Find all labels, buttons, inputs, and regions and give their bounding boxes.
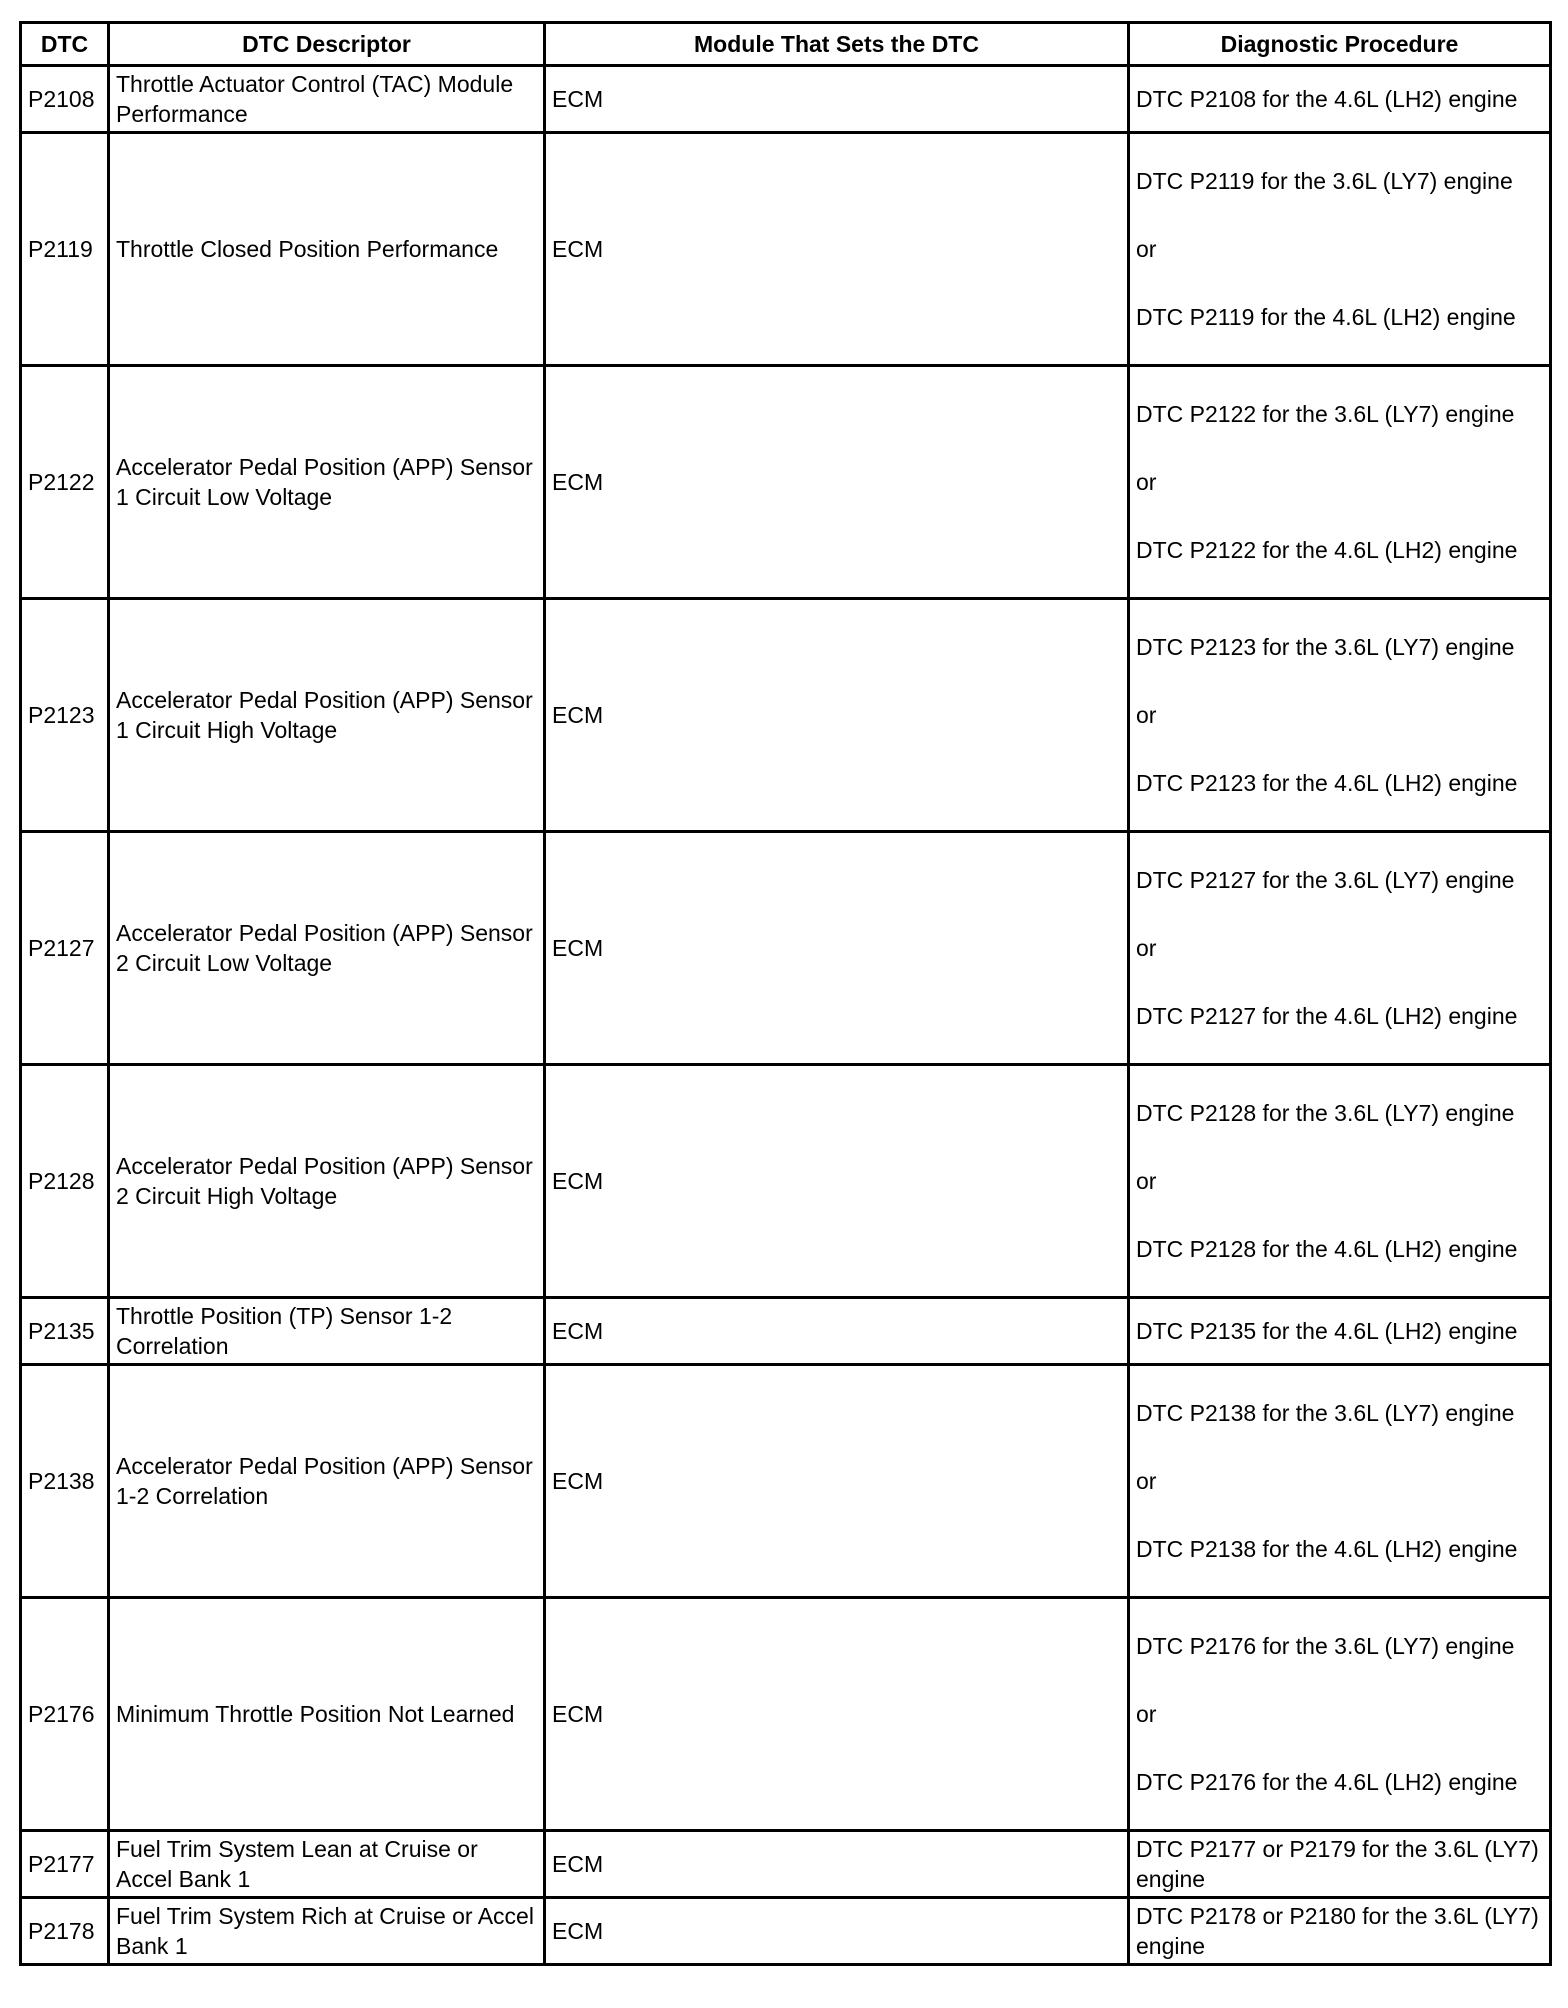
module-cell: ECM <box>545 1298 1129 1365</box>
table-row <box>21 366 1551 599</box>
procedure-cell <box>1129 1831 1551 1898</box>
procedure-primary: DTC P2128 for the 3.6L (LY7) engine <box>1136 1100 1515 1126</box>
procedure-primary: DTC P2176 for the 3.6L (LY7) engine <box>1136 1633 1515 1659</box>
dtc-code-cell: P2128 <box>21 1065 109 1298</box>
module-cell: ECM <box>545 66 1129 133</box>
module-cell: ECM <box>545 832 1129 1065</box>
module-cell: ECM <box>545 599 1129 832</box>
procedure-cell <box>1129 366 1551 599</box>
dtc-code-cell: P2178 <box>21 1898 109 1965</box>
table-row <box>21 832 1551 1065</box>
descriptor-cell: Fuel Trim System Rich at Cruise or Accel Bank 1 <box>109 1898 545 1965</box>
module-cell: ECM <box>545 1598 1129 1831</box>
header-row <box>21 23 1551 66</box>
dtc-code-cell: P2176 <box>21 1598 109 1831</box>
descriptor-cell: Accelerator Pedal Position (APP) Sensor 2 Circuit High Voltage <box>109 1065 545 1298</box>
dtc-code-cell: P2135 <box>21 1298 109 1365</box>
procedure-cell <box>1129 1898 1551 1965</box>
descriptor-cell: Accelerator Pedal Position (APP) Sensor 2 Circuit Low Voltage <box>109 832 545 1065</box>
procedure-cell <box>1129 832 1551 1065</box>
procedure-cell <box>1129 1065 1551 1298</box>
procedure-secondary: DTC P2127 for the 4.6L (LH2) engine <box>1136 1003 1518 1029</box>
module-cell: ECM <box>545 133 1129 366</box>
dtc-code-cell: P2177 <box>21 1831 109 1898</box>
procedure-cell <box>1129 1598 1551 1831</box>
table-row <box>21 1831 1551 1898</box>
procedure-cell <box>1129 599 1551 832</box>
module-cell: ECM <box>545 366 1129 599</box>
procedure-secondary: DTC P2138 for the 4.6L (LH2) engine <box>1136 1536 1518 1562</box>
procedure-or: or <box>1136 1468 1157 1494</box>
table-row <box>21 1298 1551 1365</box>
procedure-or: or <box>1136 935 1157 961</box>
procedure-primary: DTC P2123 for the 3.6L (LY7) engine <box>1136 634 1515 660</box>
header-descriptor: DTC Descriptor <box>109 23 545 66</box>
procedure-cell <box>1129 66 1551 133</box>
procedure-cell <box>1129 1298 1551 1365</box>
descriptor-cell: Minimum Throttle Position Not Learned <box>109 1598 545 1831</box>
procedure-cell <box>1129 1365 1551 1598</box>
dtc-code-cell: P2138 <box>21 1365 109 1598</box>
procedure-or: or <box>1136 702 1157 728</box>
procedure-primary: DTC P2138 for the 3.6L (LY7) engine <box>1136 1400 1515 1426</box>
descriptor-cell: Accelerator Pedal Position (APP) Sensor 1 Circuit High Voltage <box>109 599 545 832</box>
dtc-code-cell: P2127 <box>21 832 109 1065</box>
descriptor-cell: Accelerator Pedal Position (APP) Sensor 1 Circuit Low Voltage <box>109 366 545 599</box>
table-row <box>21 599 1551 832</box>
descriptor-cell: Throttle Actuator Control (TAC) Module Performance <box>109 66 545 133</box>
module-cell: ECM <box>545 1898 1129 1965</box>
dtc-code-cell: P2123 <box>21 599 109 832</box>
dtc-table <box>19 21 1552 1966</box>
module-cell: ECM <box>545 1065 1129 1298</box>
descriptor-cell: Throttle Position (TP) Sensor 1-2 Correlation <box>109 1298 545 1365</box>
dtc-code-cell: P2122 <box>21 366 109 599</box>
procedure-primary: DTC P2108 for the 4.6L (LH2) engine <box>1136 86 1518 112</box>
procedure-primary: DTC P2135 for the 4.6L (LH2) engine <box>1136 1318 1518 1344</box>
procedure-primary: DTC P2177 or P2179 for the 3.6L (LY7) engine <box>1136 1836 1539 1892</box>
procedure-secondary: DTC P2119 for the 4.6L (LH2) engine <box>1136 304 1516 330</box>
header-procedure: Diagnostic Procedure <box>1129 23 1551 66</box>
procedure-secondary: DTC P2128 for the 4.6L (LH2) engine <box>1136 1236 1518 1262</box>
dtc-code-cell: P2119 <box>21 133 109 366</box>
descriptor-cell: Fuel Trim System Lean at Cruise or Accel Bank 1 <box>109 1831 545 1898</box>
table-header <box>21 23 1551 66</box>
header-module: Module That Sets the DTC <box>545 23 1129 66</box>
procedure-cell <box>1129 133 1551 366</box>
procedure-secondary: DTC P2122 for the 4.6L (LH2) engine <box>1136 537 1518 563</box>
dtc-code-cell: P2108 <box>21 66 109 133</box>
table-row <box>21 1598 1551 1831</box>
module-cell: ECM <box>545 1831 1129 1898</box>
module-cell: ECM <box>545 1365 1129 1598</box>
header-dtc: DTC <box>21 23 109 66</box>
table-row <box>21 1065 1551 1298</box>
procedure-primary: DTC P2127 for the 3.6L (LY7) engine <box>1136 867 1515 893</box>
procedure-primary: DTC P2178 or P2180 for the 3.6L (LY7) engine <box>1136 1903 1539 1959</box>
table-row <box>21 66 1551 133</box>
table-row <box>21 1898 1551 1965</box>
procedure-secondary: DTC P2176 for the 4.6L (LH2) engine <box>1136 1769 1518 1795</box>
procedure-or: or <box>1136 236 1157 262</box>
procedure-primary: DTC P2119 for the 3.6L (LY7) engine <box>1136 168 1513 194</box>
descriptor-cell: Throttle Closed Position Performance <box>109 133 545 366</box>
procedure-primary: DTC P2122 for the 3.6L (LY7) engine <box>1136 401 1515 427</box>
procedure-or: or <box>1136 1701 1157 1727</box>
table-row <box>21 133 1551 366</box>
procedure-or: or <box>1136 469 1157 495</box>
descriptor-cell: Accelerator Pedal Position (APP) Sensor 1-2 Correlation <box>109 1365 545 1598</box>
procedure-or: or <box>1136 1168 1157 1194</box>
table-body <box>21 66 1551 1965</box>
table-row <box>21 1365 1551 1598</box>
procedure-secondary: DTC P2123 for the 4.6L (LH2) engine <box>1136 770 1518 796</box>
